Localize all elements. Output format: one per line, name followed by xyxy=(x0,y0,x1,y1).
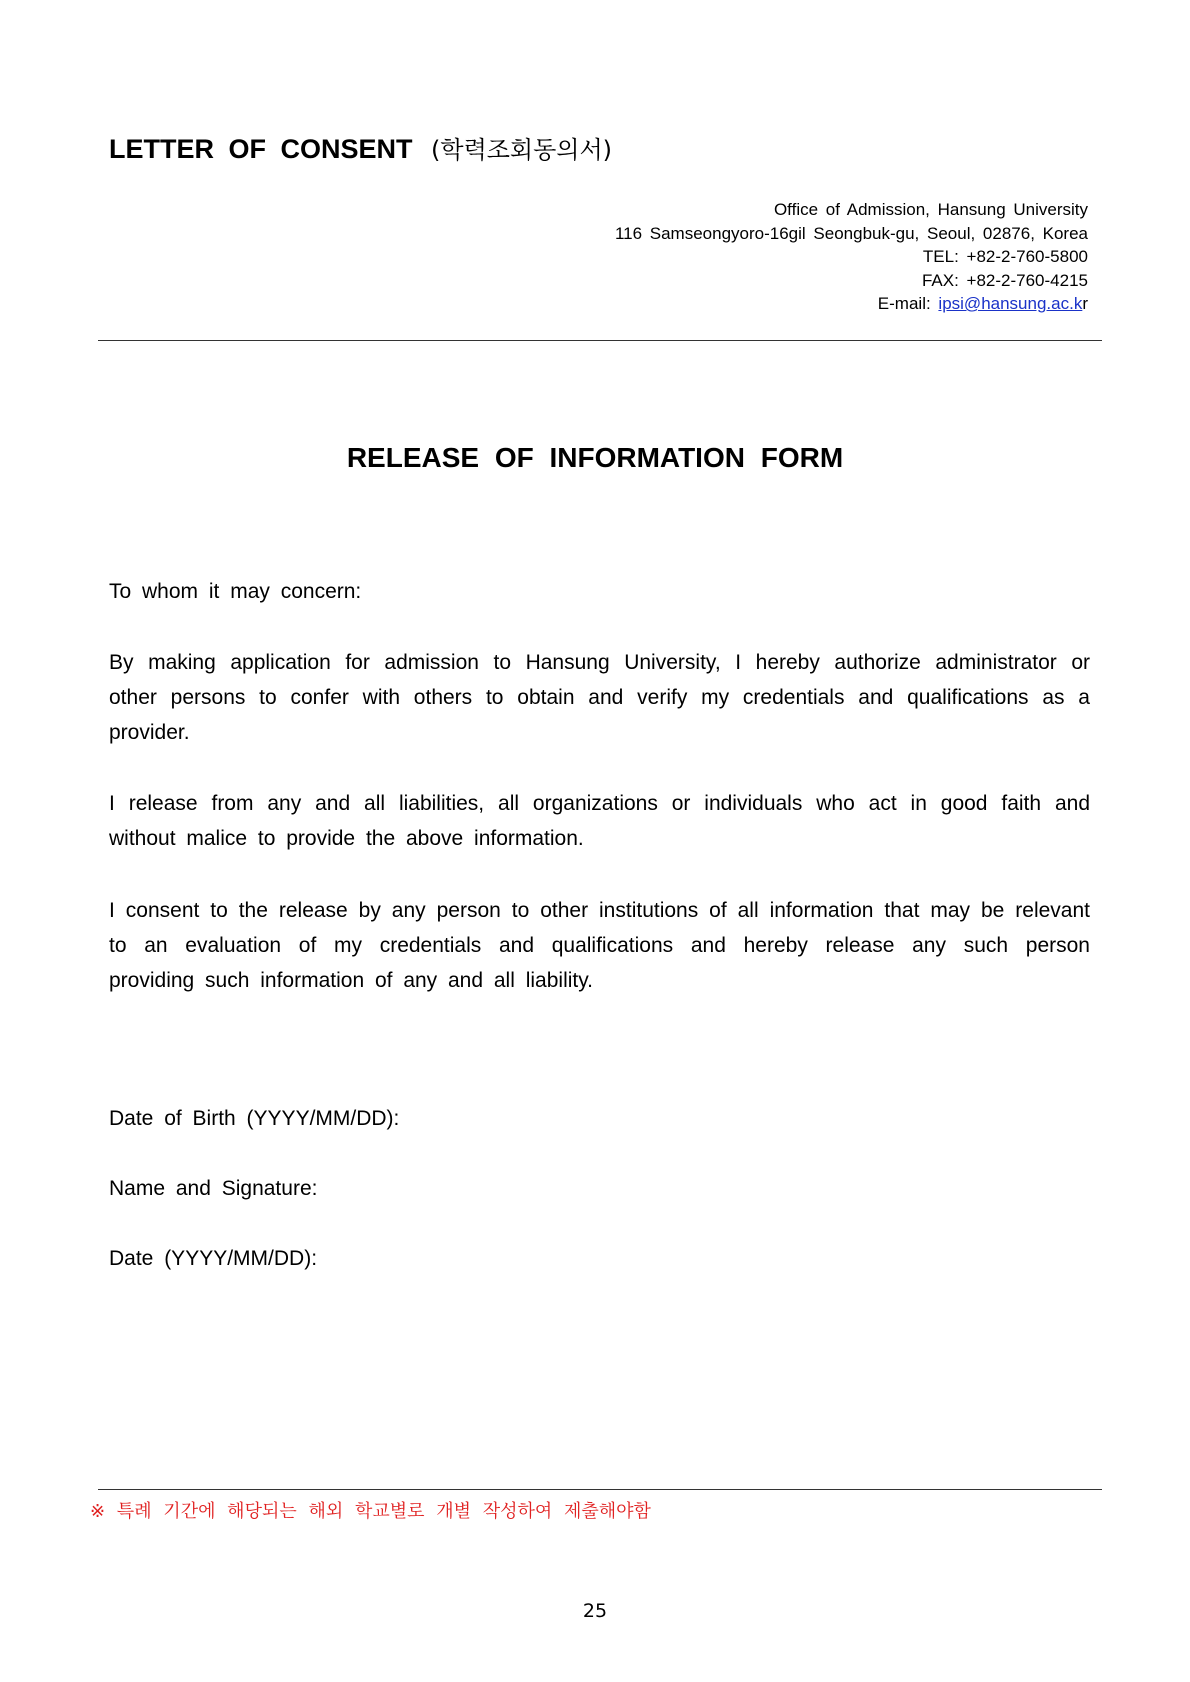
office-street: 116 Samseongyoro-16gil Seongbuk-gu, Seoul, 02876, Korea xyxy=(614,223,1088,243)
date-of-birth-field: Date of Birth (YYYY/MM/DD): xyxy=(109,1107,400,1130)
office-fax: FAX: +82-2-760-4215 xyxy=(921,270,1088,290)
consent-paragraph-2: I release from any and all liabilities, all organizations or individuals who act in good faith and without malice to provide the above information. xyxy=(109,792,1090,850)
form-heading: RELEASE OF INFORMATION FORM xyxy=(346,442,844,473)
office-name: Office of Admission, Hansung University xyxy=(773,200,1088,219)
header-divider xyxy=(98,340,1102,341)
office-email xyxy=(615,292,1088,316)
footer-divider xyxy=(98,1489,1102,1490)
page-number: 25 xyxy=(582,1600,608,1622)
title-english: LETTER OF CONSENT xyxy=(109,134,413,164)
office-address-block xyxy=(615,198,1088,316)
email-tail: r xyxy=(1082,294,1088,313)
title-korean: (학력조회동의서) xyxy=(431,136,613,164)
office-tel: TEL: +82-2-760-5800 xyxy=(922,247,1088,266)
email-label: E-mail: xyxy=(877,294,939,313)
consent-paragraph-3: I consent to the release by any person to other institutions of all information that may be relevant to an evaluation of my credentials and qualifications and hereby release any such person providing such information of any and all liability. xyxy=(109,899,1090,992)
name-signature-field: Name and Signature: xyxy=(109,1177,318,1200)
date-field: Date (YYYY/MM/DD): xyxy=(109,1247,318,1270)
submission-note: ※ 특례 기간에 해당되는 해외 학교별로 개별 작성하여 제출해야함 xyxy=(90,1501,651,1522)
document-title xyxy=(109,130,612,165)
salutation: To whom it may concern: xyxy=(109,580,362,603)
consent-paragraph-1: By making application for admission to Hansung University, I hereby authorize administrator or other persons to confer with others to obtain and verify my credentials and qualifications as a provider. xyxy=(109,651,1090,744)
email-link[interactable]: ipsi@hansung.ac.k xyxy=(938,294,1083,313)
